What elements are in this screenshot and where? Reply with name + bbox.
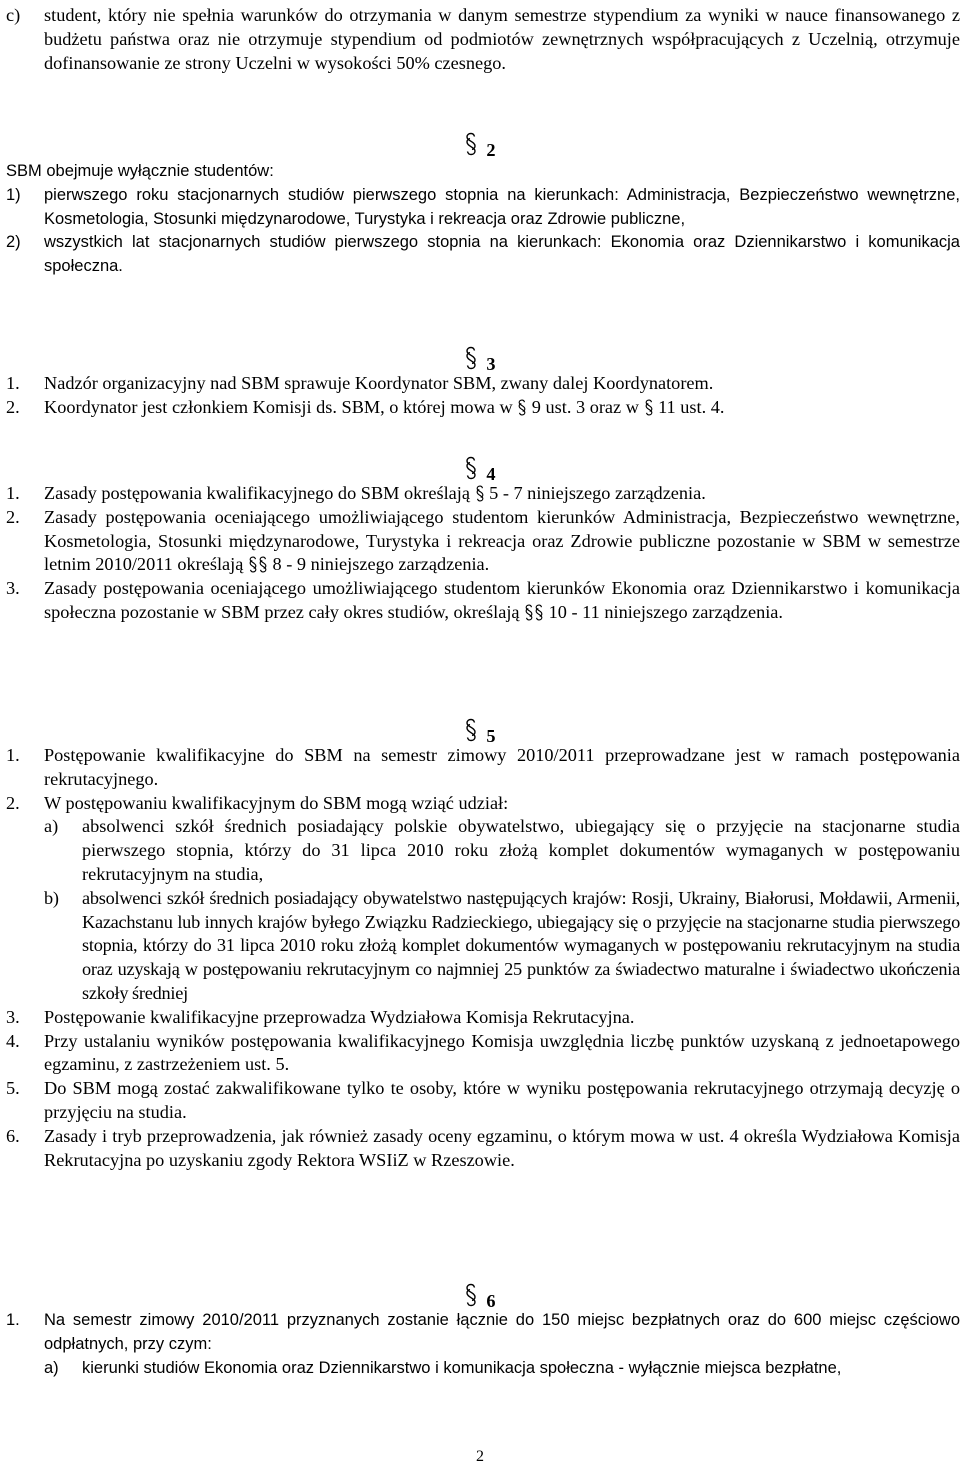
section-2 xyxy=(0,132,960,279)
list-subitem xyxy=(0,815,960,886)
item-marker: 6. xyxy=(6,1125,20,1146)
section-number: 5 xyxy=(486,726,496,746)
item-marker: c) xyxy=(6,5,21,25)
item-text: Postępowanie kwalifikacyjne do SBM na semestr zimowy 2010/2011 przeprowadzane jest w ramach postępowania rekrutacyjnego. xyxy=(44,745,960,789)
list-item xyxy=(0,482,960,506)
list-item xyxy=(0,792,960,816)
section-sign-icon xyxy=(464,456,478,480)
list-item xyxy=(0,184,960,232)
section-heading xyxy=(0,346,960,372)
item-text: Zasady i tryb przeprowadzenia, jak również zasady oceny egzaminu, o którym mowa w ust. 4 określa Wydziałowa Komisja Rekrutacyjna po uzyskaniu zgody Rektora WSIiZ w Rzeszowie. xyxy=(44,1125,960,1170)
item-text: W postępowaniu kwalifikacyjnym do SBM mogą wziąć udział: xyxy=(44,792,509,813)
item-text: 9 ust. 3 oraz w xyxy=(527,396,644,417)
item-marker: 1. xyxy=(6,745,20,765)
section-sign-icon xyxy=(464,132,478,156)
list-item xyxy=(0,506,960,577)
list-item xyxy=(0,1006,960,1030)
list-item xyxy=(0,1077,960,1125)
item-marker: 2) xyxy=(6,233,21,252)
section-sign-icon xyxy=(524,604,534,621)
section-number: 2 xyxy=(486,140,496,160)
section-sign-icon xyxy=(464,346,478,370)
section-heading xyxy=(0,132,960,158)
section-sign-icon xyxy=(258,556,268,573)
section-number: 6 xyxy=(486,1291,496,1311)
item-marker: 2. xyxy=(6,792,20,813)
item-marker: 4. xyxy=(6,1030,20,1051)
item-marker: a) xyxy=(44,1358,59,1377)
item-text: wszystkich lat stacjonarnych studiów pierwszego stopnia na kierunkach: Ekonomia oraz Dziennikarstwo i komunikacja społeczna. xyxy=(44,233,960,276)
list-item xyxy=(0,1030,960,1078)
list-item xyxy=(0,1125,960,1173)
item-marker: b) xyxy=(44,887,59,908)
item-marker: 3. xyxy=(6,1006,20,1027)
item-text: Przy ustalaniu wyników postępowania kwalifikacyjnego Komisja uwzględnia liczbę punktów uzyskaną z jednoetapowego egzaminu, z zastrzeżeniem ust. 5. xyxy=(44,1030,960,1075)
item-text: 11 ust. 4. xyxy=(653,396,725,417)
item-marker: 2. xyxy=(6,396,20,417)
item-marker: 5. xyxy=(6,1078,20,1099)
item-text: Do SBM mogą zostać zakwalifikowane tylko te osoby, które w wyniku postępowania rekrutacyjnego otrzymają decyzję o przyjęciu na studia. xyxy=(44,1078,960,1122)
section-sign-icon xyxy=(517,399,527,416)
intro-item-c xyxy=(0,4,960,75)
list-subitem xyxy=(0,1357,960,1381)
item-marker: 1. xyxy=(6,1311,20,1329)
section-heading xyxy=(0,1283,960,1309)
section-4 xyxy=(0,456,960,625)
item-marker: 1. xyxy=(6,483,20,503)
item-text: Zasady postępowania oceniającego umożliwiającego studentom kierunków Administracja, Bezpieczeństwo wewnętrzne, Kosmetologia, Stosunki międzynarodowe, Turystyka i rekreacja oraz Zdrowie publiczne pozostanie w SBM w semestrze letnim 2010/2011 określają xyxy=(44,506,960,575)
list-item xyxy=(0,396,960,420)
item-marker: a) xyxy=(44,816,59,837)
section-heading xyxy=(0,456,960,482)
list-item xyxy=(0,744,960,792)
item-text: absolwenci szkół średnich posiadający polskie obywatelstwo, ubiegający się o przyjęcie na stacjonarne studia pierwszego stopnia, którzy do 31 lipca 2010 roku złożą komplet dokumentów wymaganych w postępowaniu rekrutacyjnym na studia, xyxy=(82,816,960,884)
item-text: student, który nie spełnia warunków do otrzymania w danym semestrze stypendium za wyniki w nauce finansowanego z budżetu państwa oraz nie otrzymuje stypendium od podmiotów zewnętrznych współpracujących z Uczelnią, otrzymuje dofinansowanie ze strony Uczelni w wysokości 50% czesnego. xyxy=(44,5,960,73)
section-number: 3 xyxy=(486,354,496,374)
section-6 xyxy=(0,1283,960,1380)
section-sign-icon xyxy=(475,485,485,502)
item-text: 8 - 9 niniejszego zarządzenia. xyxy=(267,554,490,575)
section-sign-icon xyxy=(644,399,654,416)
item-marker: 2. xyxy=(6,506,20,527)
item-text: Na semestr zimowy 2010/2011 przyznanych zostanie łącznie do 150 miejsc bezpłatnych oraz do 600 miejsc częściowo odpłatnych, przy czym: xyxy=(44,1311,960,1353)
section-sign-icon xyxy=(464,1283,478,1307)
section-heading xyxy=(0,718,960,744)
section-3 xyxy=(0,346,960,420)
list-item xyxy=(0,577,960,625)
item-text: Zasady postępowania kwalifikacyjnego do SBM określają xyxy=(44,483,475,503)
list-item xyxy=(0,1309,960,1357)
section-sign-icon xyxy=(534,604,544,621)
list-item xyxy=(0,4,960,75)
list-subitem xyxy=(0,887,960,1006)
item-text: kierunki studiów Ekonomia oraz Dziennikarstwo i komunikacja społeczna - wyłącznie miejsca bezpłatne, xyxy=(82,1358,842,1377)
item-text: Nadzór organizacyjny nad SBM sprawuje Koordynator SBM, zwany dalej Koordynatorem. xyxy=(44,373,714,393)
list-item xyxy=(0,372,960,396)
section-number: 4 xyxy=(486,464,496,484)
item-marker: 3. xyxy=(6,578,20,599)
item-text: 10 - 11 niniejszego zarządzenia. xyxy=(544,601,783,622)
list-item xyxy=(0,231,960,279)
section-sign-icon xyxy=(464,718,478,742)
item-text: pierwszego roku stacjonarnych studiów pierwszego stopnia na kierunkach: Administracja, Bezpieczeństwo wewnętrzne, Kosmetologia, Stosunki międzynarodowe, Turystyka i rekreacja oraz Zdrowie publiczne, xyxy=(44,185,960,228)
section-5 xyxy=(0,718,960,1172)
item-marker: 1) xyxy=(6,185,21,204)
item-text: Zasady postępowania oceniającego umożliwiającego studentom kierunków Ekonomia oraz Dziennikarstwo i komunikacja społeczna pozostanie w SBM przez cały okres studiów, określają xyxy=(44,578,960,622)
item-marker: 1. xyxy=(6,373,20,393)
item-text: 5 - 7 niniejszego zarządzenia. xyxy=(484,483,706,503)
item-text: Postępowanie kwalifikacyjne przeprowadza Wydziałowa Komisja Rekrutacyjna. xyxy=(44,1006,635,1027)
section-lead: SBM obejmuje wyłącznie studentów: xyxy=(6,162,274,180)
page-number: 2 xyxy=(476,1448,484,1465)
item-text: absolwenci szkół średnich posiadający obywatelstwo następujących krajów: Rosji, Ukrainy, Białorusi, Mołdawii, Armenii, Kazachstanu lub innych krajów byłego Związku Radzieckiego, ubiegający się o przyjęcie na stacjonarne studia pierwszego stopnia, którzy do 31 lipca 2010 roku złożą komplet dokumentów wymaganych w postępowaniu rekrutacyjnym na studia oraz uzyskają w postępowaniu rekrutacyjnym co najmniej 25 punktów za świadectwo maturalne i świadectwo ukończenia szkoły średniej xyxy=(82,887,960,1003)
item-text: Koordynator jest członkiem Komisji ds. SBM, o której mowa w xyxy=(44,396,518,417)
section-sign-icon xyxy=(248,556,258,573)
